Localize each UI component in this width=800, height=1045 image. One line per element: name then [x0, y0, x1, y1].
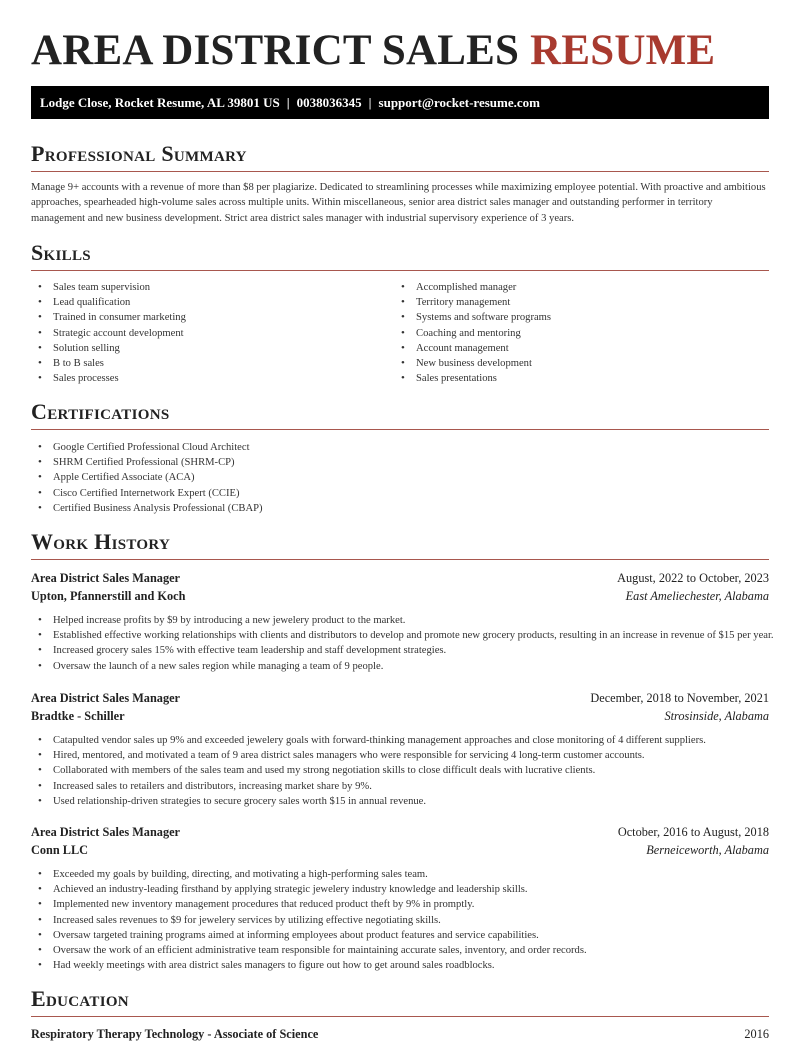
job-header — [31, 691, 769, 709]
skills-list-right — [394, 280, 754, 386]
job-bullet: • Collaborated with members of the sales team and used my strong negotiation skills to close difficult deals with lucrative clients. — [31, 763, 769, 778]
job-bullet: • Oversaw targeted training programs aimed at informing employees about product features and service capabilities. — [31, 928, 769, 943]
certification-item: • Apple Certified Associate (ACA) — [31, 470, 769, 485]
resume-title — [31, 26, 715, 75]
skill-item: • Sales processes — [31, 371, 391, 386]
skills-list-left — [31, 280, 391, 386]
job-dates: December, 2018 to November, 2021 — [590, 691, 769, 705]
job-subheader — [31, 709, 769, 727]
job-bullet: • Catapulted vendor sales up 9% and exceeded jewelery goals with forward-thinking management approaches and close monitoring of 4 different suppliers. — [31, 733, 769, 748]
contact-address: Lodge Close, Rocket Resume, AL 39801 US — [40, 95, 280, 110]
job-subheader — [31, 589, 769, 607]
education-heading: Education — [31, 986, 769, 1017]
job-company: Conn LLC — [31, 843, 89, 857]
skill-item: • Coaching and mentoring — [394, 326, 754, 341]
job-header — [31, 571, 769, 589]
certifications-heading: Certifications — [31, 399, 769, 430]
skill-item: • Territory management — [394, 295, 754, 310]
job-location: Strosinside, Alabama — [664, 709, 769, 723]
skill-item: • Strategic account development — [31, 326, 391, 341]
skill-item: • Solution selling — [31, 341, 391, 356]
certification-item: • Cisco Certified Internetwork Expert (CCIE) — [31, 486, 769, 501]
job-location: East Ameliechester, Alabama — [625, 589, 769, 603]
skill-item: • Accomplished manager — [394, 280, 754, 295]
job-title: Area District Sales Manager — [31, 571, 181, 585]
job-company: Bradtke - Schiller — [31, 709, 125, 723]
job-bullet: • Used relationship-driven strategies to secure grocery sales worth $15 in annual revenue. — [31, 794, 769, 809]
work-history-heading: Work History — [31, 529, 769, 560]
job-bullets — [31, 733, 769, 809]
education-line — [31, 1027, 769, 1045]
certification-item: • Google Certified Professional Cloud Architect — [31, 440, 769, 455]
job-bullet: • Had weekly meetings with area district sales managers to figure out how to get around sales roadblocks. — [31, 958, 769, 973]
job-dates: October, 2016 to August, 2018 — [617, 825, 769, 839]
contact-separator: | — [368, 95, 372, 110]
job-bullets — [31, 867, 769, 973]
skill-item: • New business development — [394, 356, 754, 371]
job-dates: August, 2022 to October, 2023 — [617, 571, 769, 585]
title-accent: RESUME — [530, 27, 716, 74]
job-bullet: • Increased sales revenues to $9 for jewelery services by utilizing effective negotiating skills. — [31, 913, 769, 928]
education-year: 2016 — [744, 1027, 769, 1041]
contact-separator: | — [286, 95, 290, 110]
job-title: Area District Sales Manager — [31, 691, 181, 705]
certification-item: • Certified Business Analysis Professional (CBAP) — [31, 501, 769, 516]
job-bullet: • Achieved an industry-leading firsthand by applying strategic jewelery industry knowledge and leadership skills. — [31, 882, 769, 897]
job-subheader — [31, 843, 769, 861]
job-bullet: • Established effective working relationships with clients and distributors to develop and promote new grocery products, resulting in an increase in revenue of $15 per year. — [31, 628, 769, 643]
job-company: Upton, Pfannerstill and Koch — [31, 589, 186, 603]
job-bullet: • Hired, mentored, and motivated a team of 9 area district sales managers who were responsible for servicing 4 long-term customer accounts. — [31, 748, 769, 763]
certifications-list — [31, 440, 769, 516]
job-header — [31, 825, 769, 843]
summary-heading: Professional Summary — [31, 141, 769, 172]
job-location: Berneiceworth, Alabama — [646, 843, 769, 857]
skills-heading: Skills — [31, 240, 769, 271]
education-degree: Respiratory Therapy Technology - Associate of Science — [31, 1027, 319, 1041]
summary-text: Manage 9+ accounts with a revenue of more than $8 per plagiarize. Dedicated to streamlining processes while maximizing employee potential. With proactive and ambitious approaches, spearheaded high-volume sales across multiple units. Within miscellaneous, senior area district sales manager and outstanding performer in territory management and new business development. Strict area district sales manager with industrial supervisory experience of 3 years. — [31, 182, 766, 224]
skill-item: • Account management — [394, 341, 754, 356]
skill-item: • Trained in consumer marketing — [31, 310, 391, 325]
job-bullet: • Oversaw the work of an efficient administrative team responsible for maintaining accurate sales, inventory, and order records. — [31, 943, 769, 958]
contact-email[interactable]: support@rocket-resume.com — [378, 95, 540, 110]
contact-phone: 0038036345 — [296, 95, 362, 110]
job-bullet: • Increased sales to retailers and distributors, increasing market share by 9%. — [31, 779, 769, 794]
job-bullet: • Helped increase profits by $9 by introducing a new jewelery product to the market. — [31, 613, 769, 628]
job-bullets — [31, 613, 774, 674]
skill-item: • Sales presentations — [394, 371, 754, 386]
skill-item: • B to B sales — [31, 356, 391, 371]
job-bullet: • Oversaw the launch of a new sales region while managing a team of 9 people. — [31, 659, 769, 674]
job-bullet: • Implemented new inventory management procedures that reduced product theft by 9% in promptly. — [31, 897, 769, 912]
job-bullet: • Increased grocery sales 15% with effective team leadership and staff development strategies. — [31, 643, 769, 658]
contact-bar — [31, 86, 769, 119]
skill-item: • Sales team supervision — [31, 280, 391, 295]
job-bullet: • Exceeded my goals by building, directing, and motivating a high-performing sales team. — [31, 867, 769, 882]
skill-item: • Lead qualification — [31, 295, 391, 310]
job-title: Area District Sales Manager — [31, 825, 181, 839]
skill-item: • Systems and software programs — [394, 310, 754, 325]
certification-item: • SHRM Certified Professional (SHRM-CP) — [31, 455, 769, 470]
title-main: AREA DISTRICT SALES — [31, 27, 520, 74]
